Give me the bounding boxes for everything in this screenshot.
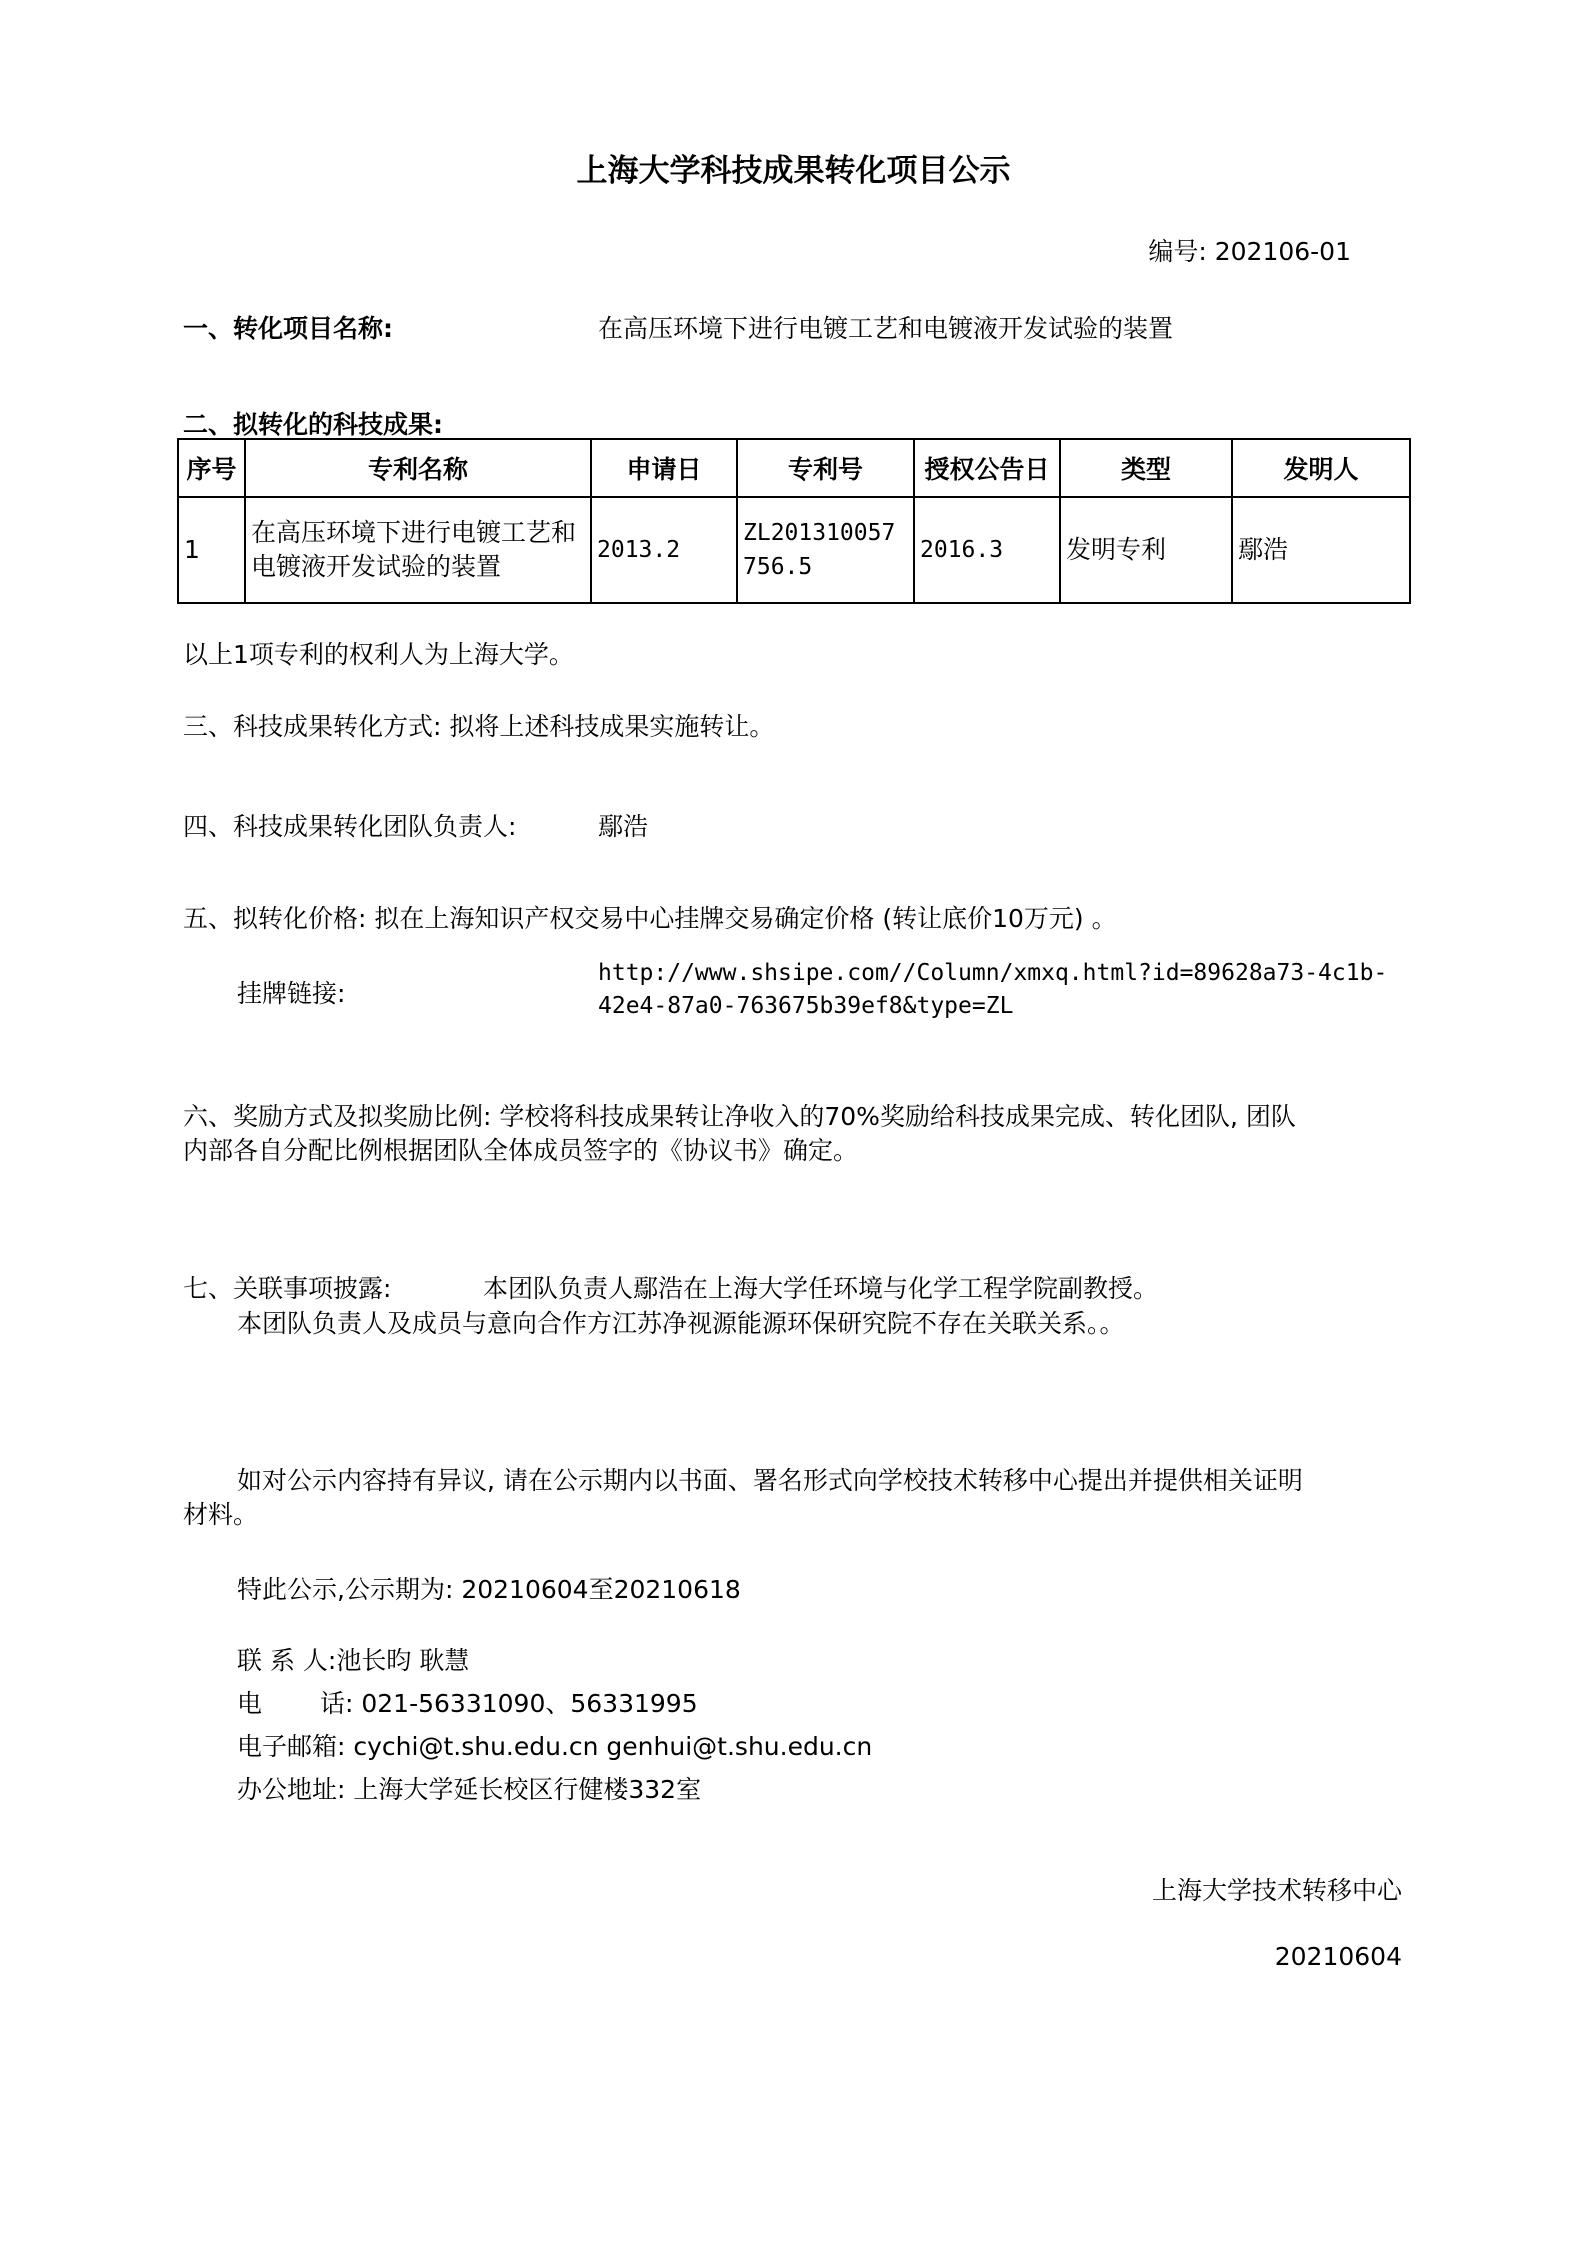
signature-org: 上海大学技术转移中心 bbox=[1151, 1876, 1402, 1905]
contact-phone-label: 电 bbox=[237, 1689, 263, 1718]
publicity-period: 特此公示,公示期为: 20210604至20210618 bbox=[237, 1575, 741, 1604]
header-inventor: 发明人 bbox=[1232, 439, 1410, 497]
table-row bbox=[178, 497, 1410, 603]
contact-email: 电子邮箱: cychi@t.shu.edu.cn genhui@t.shu.edu.cn bbox=[237, 1732, 873, 1761]
contact-person: 联 系 人:池长昀 耿慧 bbox=[237, 1646, 470, 1675]
cell-patent-name: 在高压环境下进行电镀工艺和电镀液开发试验的装置 bbox=[245, 497, 591, 603]
section4-value: 鄢浩 bbox=[598, 812, 649, 841]
section6-line2: 内部各自分配比例根据团队全体成员签字的《协议书》确定。 bbox=[183, 1136, 859, 1165]
cell-inventor: 鄢浩 bbox=[1232, 497, 1410, 603]
section4-label: 四、科技成果转化团队负责人: bbox=[183, 812, 517, 841]
header-patent-number: 专利号 bbox=[737, 439, 914, 497]
section7-label: 七、关联事项披露: bbox=[183, 1274, 392, 1303]
header-apply-date: 申请日 bbox=[591, 439, 737, 497]
objection-line1: 如对公示内容持有异议, 请在公示期内以书面、署名形式向学校技术转移中心提出并提供相关证明 bbox=[237, 1466, 1303, 1495]
section1-value: 在高压环境下进行电镀工艺和电镀液开发试验的装置 bbox=[598, 314, 1174, 343]
section7-line1: 本团队负责人鄢浩在上海大学任环境与化学工程学院副教授。 bbox=[483, 1274, 1159, 1303]
section5-text: 五、拟转化价格: 拟在上海知识产权交易中心挂牌交易确定价格 (转让底价10万元) 。 bbox=[183, 904, 1117, 933]
cell-apply-date: 2013.2 bbox=[591, 497, 737, 603]
ownership-note: 以上1项专利的权利人为上海大学。 bbox=[183, 640, 574, 669]
objection-line2: 材料。 bbox=[183, 1500, 259, 1529]
patent-table bbox=[177, 438, 1411, 604]
contact-address: 办公地址: 上海大学延长校区行健楼332室 bbox=[237, 1775, 702, 1804]
cell-grant-date: 2016.3 bbox=[914, 497, 1060, 603]
section3-text: 三、科技成果转化方式: 拟将上述科技成果实施转让。 bbox=[183, 712, 775, 741]
cell-type: 发明专利 bbox=[1060, 497, 1232, 603]
header-index: 序号 bbox=[178, 439, 245, 497]
table-header-row bbox=[178, 439, 1410, 497]
section2-label: 二、拟转化的科技成果: bbox=[183, 410, 443, 439]
listing-link-label: 挂牌链接: bbox=[237, 979, 346, 1008]
section6-line1: 六、奖励方式及拟奖励比例: 学校将科技成果转让净收入的70%奖励给科技成果完成、转化团队, 团队 bbox=[183, 1102, 1296, 1131]
serial-number: 编号: 202106-01 bbox=[1148, 237, 1351, 266]
signature-date: 20210604 bbox=[1274, 1942, 1402, 1971]
cell-index: 1 bbox=[178, 497, 245, 603]
section7-line2: 本团队负责人及成员与意向合作方江苏净视源能源环保研究院不存在关联关系。。 bbox=[237, 1309, 1125, 1338]
listing-link-line2[interactable]: 42e4-87a0-763675b39ef8&type=ZL bbox=[598, 993, 1014, 1019]
cell-patent-number: ZL201310057756.5 bbox=[737, 497, 914, 603]
header-patent-name: 专利名称 bbox=[245, 439, 591, 497]
contact-phone: 话: 021-56331090、56331995 bbox=[320, 1689, 698, 1718]
listing-link-line1[interactable]: http://www.shsipe.com//Column/xmxq.html?id=89628a73-4c1b- bbox=[598, 960, 1388, 986]
header-type: 类型 bbox=[1060, 439, 1232, 497]
header-grant-date: 授权公告日 bbox=[914, 439, 1060, 497]
page-title: 上海大学科技成果转化项目公示 bbox=[576, 153, 1011, 189]
section1-label: 一、转化项目名称: bbox=[183, 314, 393, 343]
